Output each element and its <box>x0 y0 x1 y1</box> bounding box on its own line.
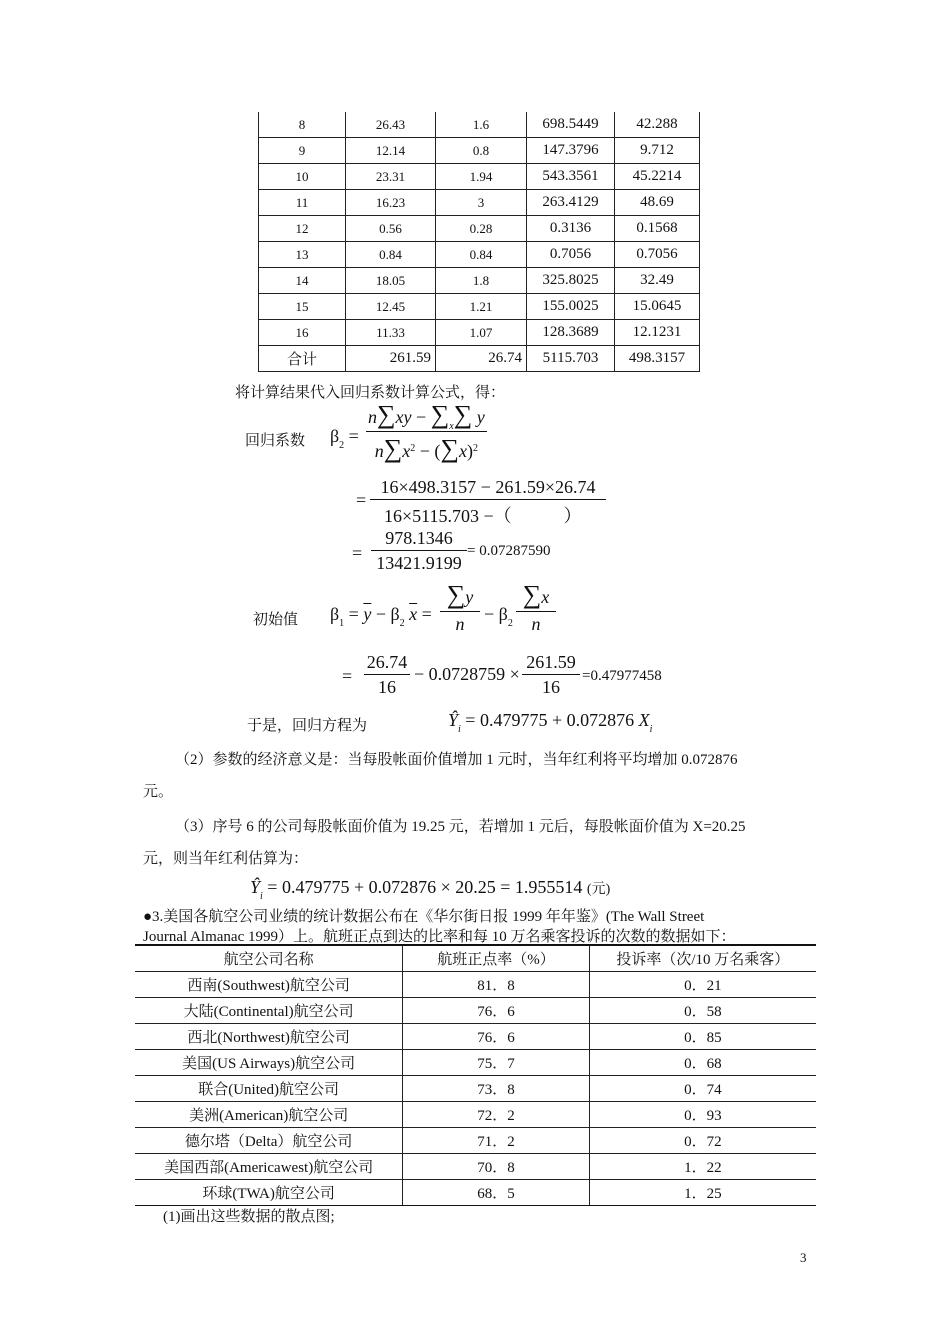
estimate-equation: $Ŷ_i = 0.479775 + 0.072876 \times 20.25 = 1.955514$ (元) <box>250 877 611 902</box>
para-2-cont: 元。 <box>143 784 174 800</box>
table-cell-x2: 0.7056 <box>527 242 615 268</box>
airline-table <box>135 944 816 1206</box>
regression-table <box>258 112 700 372</box>
ontime-rate: 71．2 <box>403 1128 589 1154</box>
beta1-label: 初始值 <box>253 612 299 628</box>
table-row <box>259 294 700 320</box>
ontime-rate: 68．5 <box>403 1180 589 1206</box>
table-cell-x: 23.31 <box>346 164 436 190</box>
beta1-general-formula: $\beta_1 = \overline{y} - \beta_2$ $\overline{x}$ = <box>330 604 432 629</box>
airline-row <box>135 1180 816 1206</box>
table-cell-n: 15 <box>259 294 346 320</box>
q3-line-2: Journal Almanac 1999）上。航班正点到达的比率和每 10 万名乘客投诉的次数的数据如下： <box>143 929 736 945</box>
table-row <box>259 320 700 346</box>
table-row <box>259 216 700 242</box>
table-cell-y: 3 <box>436 190 527 216</box>
ontime-rate: 70．8 <box>403 1154 589 1180</box>
table-cell-y: 1.94 <box>436 164 527 190</box>
table-cell-y: 0.84 <box>436 242 527 268</box>
airline-name: 美国西部(Americawest)航空公司 <box>135 1154 403 1180</box>
airline-row <box>135 998 816 1024</box>
airline-header-ontime: 航班正点率（%） <box>403 945 589 972</box>
table-cell-x2: 325.8025 <box>527 268 615 294</box>
complaint-rate: 0．74 <box>589 1076 816 1102</box>
table-cell-xy: 48.69 <box>615 190 700 216</box>
airline-row <box>135 1050 816 1076</box>
complaint-rate: 0．58 <box>589 998 816 1024</box>
table-cell-xy: 15.0645 <box>615 294 700 320</box>
beta2-label: 回归系数 <box>245 433 306 449</box>
table-cell-y: 0.28 <box>436 216 527 242</box>
table-cell-x: 0.84 <box>346 242 436 268</box>
table-cell-n: 8 <box>259 112 346 138</box>
table-cell-x: 261.59 <box>346 346 436 372</box>
table-row <box>259 164 700 190</box>
equation-label: 于是，回归方程为 <box>247 718 368 734</box>
airline-name: 西北(Northwest)航空公司 <box>135 1024 403 1050</box>
table-cell-x2: 147.3796 <box>527 138 615 164</box>
complaint-rate: 1．22 <box>589 1154 816 1180</box>
airline-row <box>135 1076 816 1102</box>
table-cell-x2: 155.0025 <box>527 294 615 320</box>
airline-header-complaints: 投诉率（次/10 万名乘客） <box>589 945 816 972</box>
table-cell-x: 12.45 <box>346 294 436 320</box>
q3-sub-1: (1)画出这些数据的散点图; <box>163 1209 335 1225</box>
intro-text: 将计算结果代入回归系数计算公式，得： <box>235 385 506 401</box>
table-cell-y: 0.8 <box>436 138 527 164</box>
table-cell-y: 26.74 <box>436 346 527 372</box>
airline-row <box>135 1128 816 1154</box>
airline-name: 环球(TWA)航空公司 <box>135 1180 403 1206</box>
beta2-result: = 0.07287590 <box>467 543 551 559</box>
table-row <box>259 242 700 268</box>
table-cell-x2: 698.5449 <box>527 112 615 138</box>
beta2-step2: $\frac{978.1346}{13421.9199}$ <box>371 528 467 574</box>
para-3: （3）序号 6 的公司每股帐面价值为 19.25 元，若增加 1 元后，每股帐面价值为 X=20.25 <box>175 819 746 835</box>
beta1-result: =0.47977458 <box>582 668 662 684</box>
ontime-rate: 81．8 <box>403 972 589 998</box>
airline-name: 德尔塔（Delta）航空公司 <box>135 1128 403 1154</box>
airline-name: 美洲(American)航空公司 <box>135 1102 403 1128</box>
airline-name: 联合(United)航空公司 <box>135 1076 403 1102</box>
table-cell-y: 1.8 <box>436 268 527 294</box>
table-cell-y: 1.07 <box>436 320 527 346</box>
airline-header-name: 航空公司名称 <box>135 945 403 972</box>
table-cell-x: 12.14 <box>346 138 436 164</box>
beta2-general-formula: $\frac{n\sum xy - \sum_x\sum y}{n\sum x^2 - (\sum x)^2}$ <box>368 400 485 463</box>
table-cell-xy: 0.7056 <box>615 242 700 268</box>
airline-row <box>135 1024 816 1050</box>
table-cell-x2: 543.3561 <box>527 164 615 190</box>
table-cell-n: 9 <box>259 138 346 164</box>
table-cell-n: 14 <box>259 268 346 294</box>
airline-row <box>135 1154 816 1180</box>
table-row <box>259 190 700 216</box>
para-2: （2）参数的经济意义是：当每股帐面价值增加 1 元时，当年红利将平均增加 0.072876 <box>175 752 738 768</box>
airline-row <box>135 972 816 998</box>
ontime-rate: 72．2 <box>403 1102 589 1128</box>
regression-equation: $Ŷ_i = 0.479775 + 0.072876$ $X_i$ <box>448 710 653 735</box>
table-cell-x2: 0.3136 <box>527 216 615 242</box>
airline-row <box>135 1102 816 1128</box>
complaint-rate: 0．72 <box>589 1128 816 1154</box>
table-cell-xy: 498.3157 <box>615 346 700 372</box>
complaint-rate: 0．85 <box>589 1024 816 1050</box>
table-cell-x2: 5115.703 <box>527 346 615 372</box>
table-cell-xy: 42.288 <box>615 112 700 138</box>
table-cell-n: 16 <box>259 320 346 346</box>
table-cell-n: 11 <box>259 190 346 216</box>
ontime-rate: 75．7 <box>403 1050 589 1076</box>
ontime-rate: 73．8 <box>403 1076 589 1102</box>
ontime-rate: 76．6 <box>403 1024 589 1050</box>
q3-line-1: ●3.美国各航空公司业绩的统计数据公布在《华尔街日报 1999 年年鉴》(The Wall Street <box>143 909 705 925</box>
beta1-step-a: $\frac{26.74}{16}$ <box>364 652 410 698</box>
table-total-row <box>259 346 700 372</box>
beta1-step-b: $\frac{261.59}{16}$ <box>522 652 580 698</box>
table-row <box>259 112 700 138</box>
table-cell-xy: 9.712 <box>615 138 700 164</box>
airline-name: 美国(US Airways)航空公司 <box>135 1050 403 1076</box>
complaint-rate: 1．25 <box>589 1180 816 1206</box>
table-cell-xy: 12.1231 <box>615 320 700 346</box>
table-cell-x: 18.05 <box>346 268 436 294</box>
airline-name: 西南(Southwest)航空公司 <box>135 972 403 998</box>
table-cell-x: 16.23 <box>346 190 436 216</box>
table-cell-n: 10 <box>259 164 346 190</box>
table-cell-x: 0.56 <box>346 216 436 242</box>
table-row <box>259 268 700 294</box>
complaint-rate: 0．68 <box>589 1050 816 1076</box>
table-cell-xy: 0.1568 <box>615 216 700 242</box>
beta2-step1: $\frac{16\times 498.3157 - 261.59\times 26.74}{16\times 5115.703 -( )}$ <box>370 477 606 528</box>
table-cell-x2: 263.4129 <box>527 190 615 216</box>
beta2-symbol: $\beta_2$ = <box>330 426 359 451</box>
table-cell-n: 12 <box>259 216 346 242</box>
ontime-rate: 76．6 <box>403 998 589 1024</box>
table-cell-n: 13 <box>259 242 346 268</box>
table-cell-xy: 45.2214 <box>615 164 700 190</box>
airline-name: 大陆(Continental)航空公司 <box>135 998 403 1024</box>
table-cell-y: 1.21 <box>436 294 527 320</box>
table-cell-y: 1.6 <box>436 112 527 138</box>
table-cell-x: 11.33 <box>346 320 436 346</box>
table-cell-x2: 128.3689 <box>527 320 615 346</box>
complaint-rate: 0．93 <box>589 1102 816 1128</box>
para-3-cont: 元，则当年红利估算为： <box>143 851 309 867</box>
table-cell-x: 26.43 <box>346 112 436 138</box>
page-number: 3 <box>800 1250 807 1265</box>
table-cell-xy: 32.49 <box>615 268 700 294</box>
complaint-rate: 0．21 <box>589 972 816 998</box>
table-row <box>259 138 700 164</box>
table-cell-n: 合计 <box>259 346 346 372</box>
